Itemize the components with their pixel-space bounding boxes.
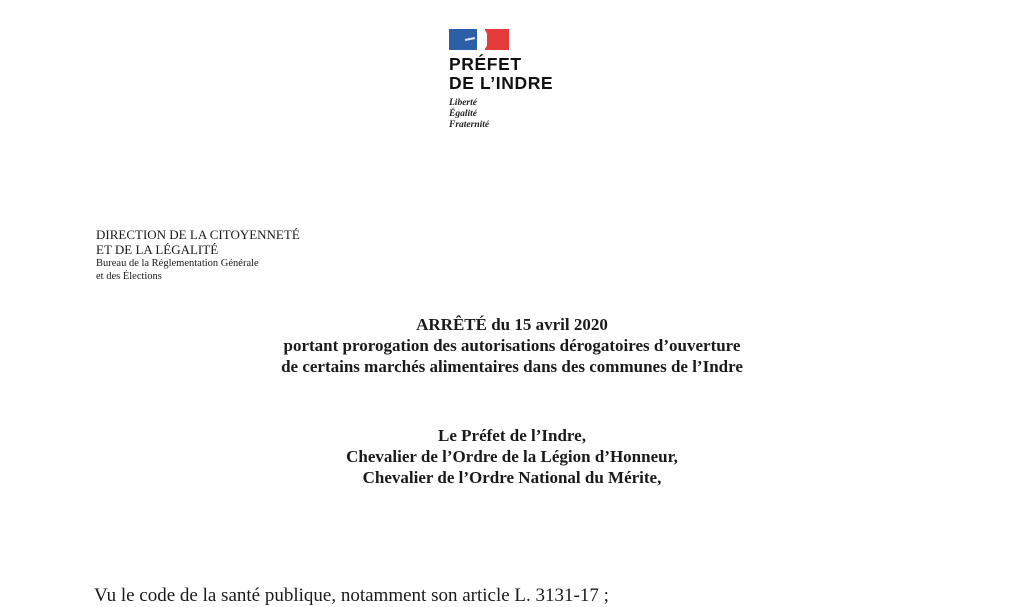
prefecture-name-line-1: PRÉFET xyxy=(449,54,522,74)
prefecture-name-line-2: DE L’INDRE xyxy=(449,73,554,93)
visa-paragraph: Vu le code de la santé publique, notamment son article L. 3131-17 ; xyxy=(94,585,609,606)
authority-line-1: Le Préfet de l’Indre, xyxy=(438,426,586,445)
prefecture-logo xyxy=(449,29,589,131)
bureau-line-2: et des Élections xyxy=(96,271,162,282)
decree-title xyxy=(0,314,1024,377)
service-line-2: ET DE LA LÉGALITÉ xyxy=(96,242,219,257)
motto-egalite: Égalité xyxy=(449,109,477,119)
authority-line-2: Chevalier de l’Ordre de la Légion d’Honneur, xyxy=(346,447,678,466)
decree-title-date: ARRÊTÉ du 15 avril 2020 xyxy=(416,315,608,334)
decree-title-line-3: de certains marchés alimentaires dans des communes de l’Indre xyxy=(281,357,743,376)
service-line-1: DIRECTION DE LA CITOYENNETÉ xyxy=(96,227,300,242)
bureau-line-1: Bureau de la Réglementation Générale xyxy=(96,258,259,269)
motto-fraternite: Fraternité xyxy=(449,120,490,130)
issuing-service xyxy=(96,227,300,283)
decree-title-line-2: portant prorogation des autorisations dérogatoires d’ouverture xyxy=(283,336,741,355)
motto-liberte: Liberté xyxy=(449,98,477,108)
prefecture-name xyxy=(449,55,589,93)
authority-line-3: Chevalier de l’Ordre National du Mérite, xyxy=(362,468,662,487)
issuing-authority xyxy=(0,425,1024,488)
republic-motto xyxy=(449,98,589,131)
marianne-logo-icon xyxy=(449,29,509,50)
